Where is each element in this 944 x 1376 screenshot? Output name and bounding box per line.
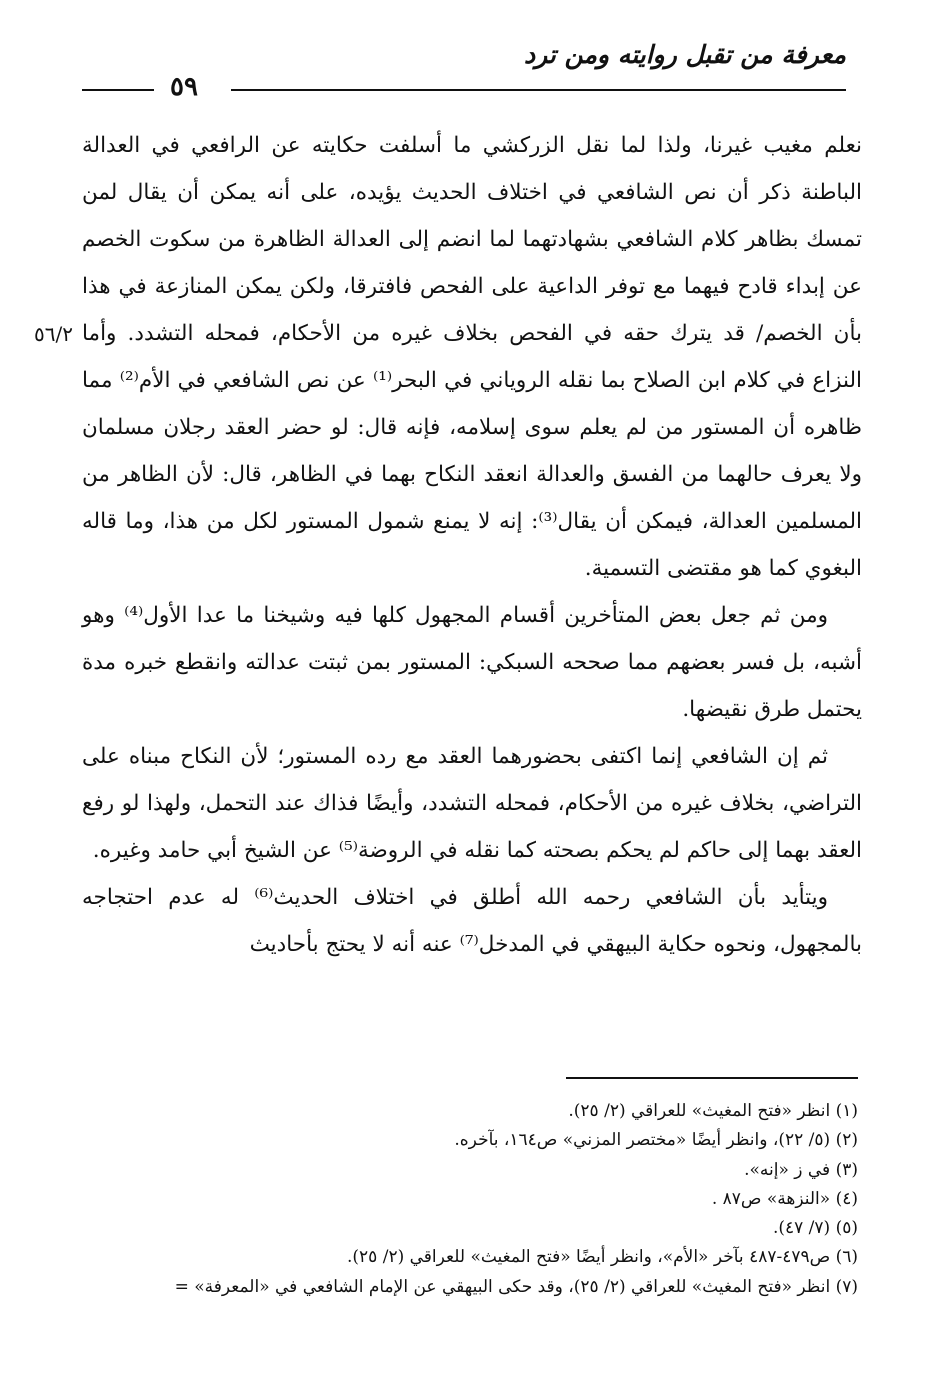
main-text xyxy=(82,122,862,968)
margin-page-reference: ٥٦/٢ xyxy=(34,322,73,346)
footnote-6: (٦) ص٤٧٩-٤٨٧ بآخر «الأم»، وانظر أيضًا «فتح المغيث» للعراقي (٢/ ٢٥). xyxy=(347,1247,858,1268)
footnote-3: (٣) في ز «إنه». xyxy=(744,1159,858,1180)
paragraph-1: نعلم مغيب غيرنا، ولذا لما نقل الزركشي ما أسلفت حكايته عن الرافعي في العدالة الباطنة ذكر أن نص الشافعي في اختلاف الحديث يؤيده، على أنه يمكن أن يقال لمن تمسك بظاهر كلام الشافعي بشهادتهما لما انضم إلى العدالة الظاهرة من سكوت الخصم عن إبداء قادح فيهما مع توفر الداعية على الفحص فافترقا، ولكن يمكن المنازعة في هذا بأن الخصم/ قد يترك حقه في الفحص بخلاف غيره من الأحكام، فمحله التشدد. وأما النزاع في كلام ابن الصلاح بما نقله الروياني في البحر⁽¹⁾ عن نص الشافعي في الأم⁽²⁾ مما ظاهره أن المستور من لم يعلم سوى إسلامه، فإنه قال: لو حضر العقد رجلان مسلمان ولا يعرف حالهما من الفسق والعدالة انعقد النكاح بهما في الظاهر، قال: لأن الظاهر من المسلمين العدالة، فيمكن أن يقال⁽³⁾: إنه لا يمنع شمول المستور لكل من هذا، وما قاله البغوي كما هو مقتضى التسمية. xyxy=(82,133,862,581)
header-rule-left xyxy=(82,89,154,91)
footnote-4: (٤) «النزهة» ص٨٧ . xyxy=(711,1188,858,1209)
footnote-1: (١) انظر «فتح المغيث» للعراقي (٢/ ٢٥). xyxy=(568,1101,858,1121)
footnotes xyxy=(78,1097,858,1302)
footnote-separator xyxy=(566,1077,858,1079)
header-rule-right xyxy=(231,89,846,91)
paragraph-2: ومن ثم جعل بعض المتأخرين أقسام المجهول كلها فيه وشيخنا ما عدا الأول⁽⁴⁾ وهو أشبه، بل فسر بعضهم مما صححه السبكي: المستور بمن ثبتت عدالته وانقطع خبره مدة يحتمل طرق نقيضها. xyxy=(82,603,862,722)
paragraph-4: ويتأيد بأن الشافعي رحمه الله أطلق في اختلاف الحديث⁽⁶⁾ له عدم احتجاجه بالمجهول، ونحوه حكاية البيهقي في المدخل⁽⁷⁾ عنه أنه لا يحتج بأحاديث xyxy=(82,885,862,957)
page-number: ٥٩ xyxy=(170,72,198,102)
footnote-5: (٥) (٧/ ٤٧). xyxy=(772,1218,858,1239)
running-title: معرفة من تقبل روايته ومن ترد xyxy=(524,40,846,69)
footnote-2: (٢) (٥/ ٢٢)، وانظر أيضًا «مختصر المزني» ص١٦٤، بآخره. xyxy=(454,1130,858,1151)
paragraph-3: ثم إن الشافعي إنما اكتفى بحضورهما العقد مع رده المستور؛ لأن النكاح مبناه على التراضي، بخلاف غيره من الأحكام، فمحله التشدد، وأيضًا فذاك عند التحمل، ولهذا لو رفع العقد بهما إلى حاكم لم يحكم بصحته كما نقله في الروضة⁽⁵⁾ عن الشيخ أبي حامد وغيره. xyxy=(82,744,862,863)
footnote-7: (٧) انظر «فتح المغيث» للعراقي (٢/ ٢٥)، وقد حكى البيهقي عن الإمام الشافعي في «المعرفة» = xyxy=(174,1276,858,1297)
